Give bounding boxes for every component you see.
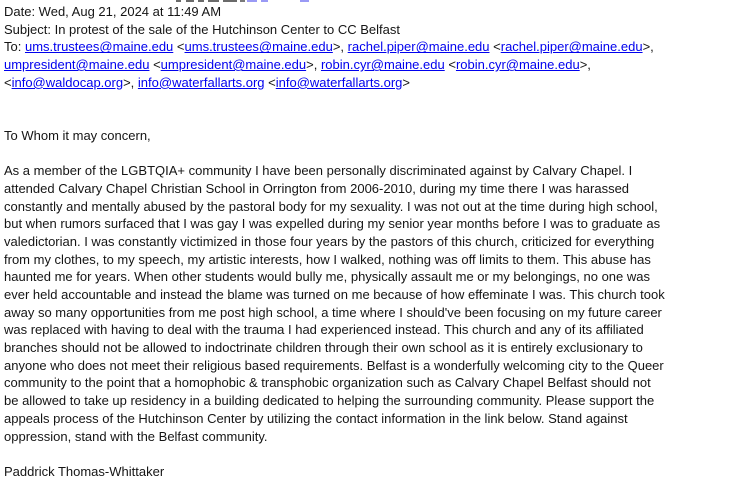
- signature: Paddrick Thomas-Whittaker: [4, 463, 165, 479]
- to-plain-text: >,: [123, 74, 138, 90]
- spacer: [4, 109, 744, 127]
- cropped-line-fragment: [223, 0, 237, 2]
- to-plain-text: <: [4, 74, 12, 90]
- spacer: [4, 145, 744, 163]
- cropped-line-fragment: [186, 0, 194, 2]
- email-link[interactable]: robin.cyr@maine.edu: [455, 57, 580, 73]
- body-line: community to the point that a homophobic & transphobic organization such as Calvary Chapel Belfast should not: [4, 375, 651, 391]
- cropped-line-fragment: [300, 0, 309, 2]
- email-link[interactable]: umpresident@maine.edu: [4, 57, 150, 73]
- to-plain-text: >,: [579, 57, 591, 73]
- email-link[interactable]: ums.trustees@maine.edu: [184, 39, 333, 55]
- email-link[interactable]: rachel.piper@maine.edu: [347, 39, 490, 55]
- subject-line: Subject: In protest of the sale of the Hutchinson Center to CC Belfast: [4, 21, 400, 37]
- to-plain-text: <: [149, 57, 161, 73]
- to-line: [4, 38, 744, 56]
- cropped-line-fragment: [208, 0, 219, 2]
- body-line: oppression, stand with the Belfast community.: [4, 428, 268, 444]
- email-header: [4, 3, 744, 91]
- email-link[interactable]: robin.cyr@maine.edu: [320, 57, 445, 73]
- body-line: anyone who does not meet their religious based requirements. Belfast is a wonderfully welcoming city to the Queer: [4, 357, 664, 373]
- to-plain-text: >,: [642, 39, 654, 55]
- salutation: To Whom it may concern,: [4, 127, 151, 143]
- to-plain-text: <: [173, 39, 185, 55]
- cropped-line-fragment: [176, 0, 181, 2]
- to-plain-text: >: [402, 74, 410, 90]
- spacer: [4, 445, 744, 463]
- body-line: appeals process of the Hutchinson Center by utilizing the contact information in the link below. Stand against: [4, 410, 628, 426]
- to-plain-text: To:: [4, 39, 25, 55]
- body-line: haunted me for years. When other students would bully me, physically assault me or my belongings, no one was: [4, 269, 651, 285]
- email-link[interactable]: info@waterfallarts.org: [275, 74, 403, 90]
- to-plain-text: <: [444, 57, 456, 73]
- to-plain-text: <: [489, 39, 501, 55]
- email-link[interactable]: info@waterfallarts.org: [137, 74, 265, 90]
- cropped-line-fragment: [261, 0, 268, 2]
- cropped-line-fragment: [198, 0, 204, 2]
- body-line: ever held accountable and instead the blame was turned on me because of how effeminate I was. This church took: [4, 287, 665, 302]
- body-paragraph: [4, 162, 744, 445]
- spacer: [4, 91, 744, 109]
- to-line: [4, 74, 744, 92]
- body-line: was replaced with having to deal with the trauma I had experienced instead. This church and any of its affiliated: [4, 322, 644, 338]
- to-plain-text: >,: [332, 39, 348, 55]
- body-line: valedictorian. I was constantly victimized in those four years by the pastors of this church, criticized for everything: [4, 233, 655, 249]
- body-line: be allowed to take up residency in a building dedicated to helping the surrounding community. Please support the: [4, 393, 655, 409]
- email-link[interactable]: info@waldocap.org: [11, 74, 124, 90]
- email-link[interactable]: umpresident@maine.edu: [160, 57, 307, 73]
- email-link[interactable]: rachel.piper@maine.edu: [500, 39, 643, 55]
- to-line: [4, 56, 744, 74]
- body-line: As a member of the LGBTQIA+ community I have been personally discriminated against by Calvary Chapel. I: [4, 163, 633, 179]
- to-plain-text: >,: [306, 57, 321, 73]
- body-line: branches should not be allowed to indoctrinate children through their own school as it is entirely exclusionary to: [4, 340, 643, 356]
- date-line: Date: Wed, Aug 21, 2024 at 11:49 AM: [4, 4, 222, 19]
- body-line: constantly and mentally abused by the pastoral body for my sexuality. I was not out at the time during high school,: [4, 198, 658, 214]
- cropped-line-fragment: [247, 0, 257, 2]
- body-line: but when rumors surfaced that I was gay I was expelled during my senior year months before I was to graduate as: [4, 216, 661, 232]
- body-line: away so many opportunities from me post high school, a time where I should've been focusing on my future career: [4, 304, 662, 320]
- body-line: attended Calvary Chapel Christian School in Orrington from 2006-2010, during my time there I was harassed: [4, 180, 630, 196]
- cropped-line-fragment: [240, 0, 245, 2]
- email-link[interactable]: ums.trustees@maine.edu: [24, 39, 174, 55]
- to-plain-text: <: [264, 74, 276, 90]
- body-line: from my clothes, to my speech, my artistic interests, how I walked, nothing was off limits to them. This abuse has: [4, 251, 651, 267]
- to-field: [4, 38, 744, 91]
